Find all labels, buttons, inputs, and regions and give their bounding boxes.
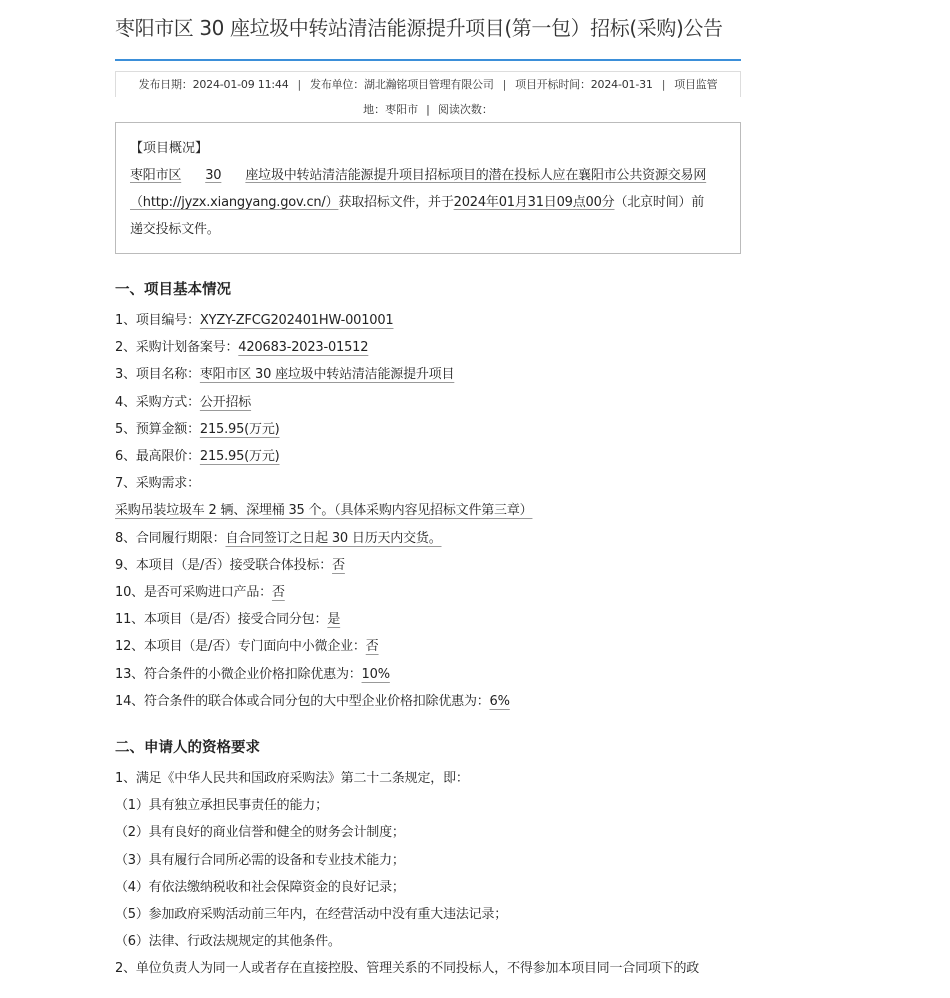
info-item — [115, 606, 741, 633]
info-item — [115, 470, 741, 497]
info-label: 2、采购计划备案号： — [115, 340, 239, 356]
announcement-page — [115, 0, 741, 983]
read-count: 阅读次数： — [437, 103, 493, 116]
basic-info-list-2 — [115, 525, 741, 715]
info-label: 6、最高限价： — [115, 449, 200, 465]
info-value: 10% — [361, 666, 390, 682]
info-value: 公开招标 — [199, 394, 252, 410]
info-label: 13、符合条件的小微企业价格扣除优惠为： — [115, 666, 362, 682]
qualification-list — [115, 765, 741, 983]
publish-date: 发布日期：2024-01-09 11:44 — [138, 78, 289, 91]
title-divider — [115, 59, 741, 61]
info-value: 自合同签订之日起 30 日历天内交货。 — [225, 530, 442, 546]
info-value: 6% — [489, 693, 510, 709]
info-value: XYZY-ZFCG202401HW-001001 — [199, 313, 394, 328]
open-time: 项目开标时间：2024-01-31 — [515, 78, 653, 91]
meta-bar: 发布日期：2024-01-09 11:44 | 发布单位：湖北瀚铭项目管理有限公司 | 项目开标时间：2024-01-31 | 项目监管 — [115, 71, 741, 97]
qualification-item: （5）参加政府采购活动前三年内，在经营活动中没有重大违法记录； — [115, 907, 508, 923]
section-qualification-heading: 二、申请人的资格要求 — [115, 740, 260, 757]
demand-detail: 采购吊装垃圾车 2 辆、深埋桶 35 个。（具体采购内容见招标文件第三章） — [115, 503, 533, 519]
info-item — [115, 307, 741, 334]
info-item — [115, 416, 741, 443]
qualification-item: （3）具有履行合同所必需的设备和专业技术能力； — [115, 852, 405, 868]
supervision-location: 地：枣阳市 — [363, 103, 419, 116]
deadline-date: 2024年01月31日09点00分 — [453, 195, 615, 210]
info-item — [115, 633, 741, 660]
info-item — [115, 552, 741, 579]
info-value: 否 — [365, 639, 379, 655]
info-label: 5、预算金额： — [115, 421, 200, 437]
info-item — [115, 443, 741, 470]
publisher: 发布单位：湖北瀚铭项目管理有限公司 — [310, 78, 494, 91]
jyzx-link[interactable]: （http://jyzx.xiangyang.gov.cn/） — [130, 195, 339, 210]
info-item — [115, 688, 741, 715]
qualification-item: 1、满足《中华人民共和国政府采购法》第二十二条规定，即： — [115, 771, 469, 787]
info-label: 1、项目编号： — [115, 313, 200, 328]
project-overview-box — [115, 122, 741, 254]
page-title: 枣阳市区 30 座垃圾中转站清洁能源提升项目(第一包）招标(采购)公告 — [115, 16, 723, 40]
overview-text: 枣阳市区 30 座垃圾中转站清洁能源提升项目招标项目的潜在投标人应在襄阳市公共资源交易网 （http://jyzx.xiangyang.gov.cn/）获取招标文件，并于2024年01月31日09点00分（北京时间）前 递交投标文件。 — [130, 168, 707, 237]
basic-info-list — [115, 307, 741, 497]
info-item — [115, 661, 741, 688]
info-label: 4、采购方式： — [115, 394, 200, 410]
info-label: 11、本项目（是/否）接受合同分包： — [115, 612, 328, 628]
info-item — [115, 389, 741, 416]
info-item — [115, 361, 741, 388]
qualification-item: （4）有依法缴纳税收和社会保障资金的良好记录； — [115, 879, 405, 895]
info-value: 是 — [327, 612, 341, 628]
info-item — [115, 579, 741, 606]
overview-heading: 【项目概况】 — [130, 141, 209, 156]
meta-bar-second-line: 地：枣阳市 | 阅读次数： — [363, 103, 493, 116]
info-label: 8、合同履行期限： — [115, 530, 226, 546]
info-value: 215.95(万元) — [199, 421, 280, 437]
info-value: 420683-2023-01512 — [238, 340, 369, 356]
info-label: 14、符合条件的联合体或合同分包的大中型企业价格扣除优惠为： — [115, 693, 490, 709]
info-value: 215.95(万元) — [199, 449, 280, 465]
info-value: 否 — [271, 585, 285, 601]
section-basic-info-heading: 一、项目基本情况 — [115, 282, 231, 298]
info-label: 7、采购需求： — [115, 476, 200, 492]
qualification-item: 2、单位负责人为同一人或者存在直接控股、管理关系的不同投标人，不得参加本项目同一合同项下的政 — [115, 961, 700, 977]
info-label: 3、项目名称： — [115, 367, 200, 383]
supervision-location-prefix: 项目监管 — [674, 78, 718, 91]
info-item — [115, 525, 741, 552]
info-value: 枣阳市区 30 座垃圾中转站清洁能源提升项目 — [199, 367, 455, 383]
qualification-item: （6）法律、行政法规规定的其他条件。 — [115, 934, 341, 950]
info-value: 否 — [332, 557, 345, 573]
qualification-item: （2）具有良好的商业信誉和健全的财务会计制度； — [115, 825, 405, 841]
info-label: 9、本项目（是/否）接受联合体投标： — [115, 557, 333, 573]
qualification-item: （1）具有独立承担民事责任的能力； — [115, 798, 328, 814]
info-label: 10、是否可采购进口产品： — [115, 585, 272, 601]
info-label: 12、本项目（是/否）专门面向中小微企业： — [115, 639, 366, 655]
info-item — [115, 334, 741, 361]
